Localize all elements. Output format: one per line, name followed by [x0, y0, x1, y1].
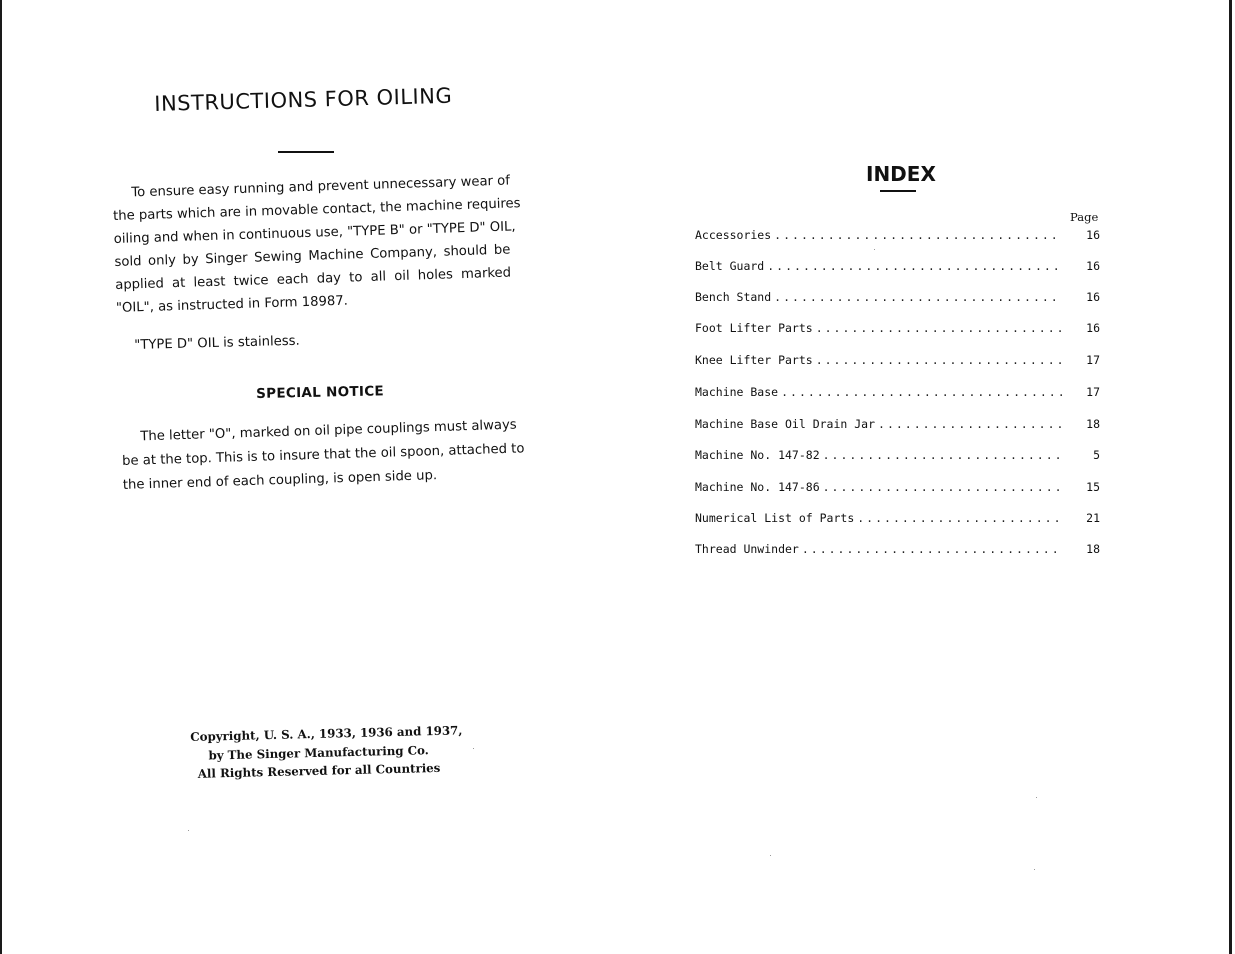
scan-speck — [1034, 869, 1035, 870]
index-entry-label: Bench Stand — [695, 290, 772, 304]
dot-leader — [802, 542, 1062, 556]
index-entry-label: Accessories — [695, 228, 772, 242]
index-entry — [695, 511, 1100, 525]
index-entry-label: Thread Unwinder — [695, 542, 799, 556]
notice-line: the inner end of each coupling, is open side up. — [122, 468, 438, 493]
index-entry-label: Belt Guard — [695, 259, 765, 273]
index-entry-label: Foot Lifter Parts — [695, 321, 813, 335]
dot-leader — [767, 259, 1062, 273]
index-entry-label: Machine No. 147-86 — [695, 480, 820, 494]
intro-line: To ensure easy running and prevent unnecessary wear of — [131, 173, 511, 201]
oiling-instructions-page — [0, 0, 600, 954]
oiling-intro-paragraph — [112, 170, 521, 320]
special-notice-paragraph — [121, 414, 525, 498]
scan-speck — [770, 855, 771, 856]
dot-leader — [823, 480, 1062, 494]
dot-leader — [816, 321, 1062, 335]
index-entry — [695, 228, 1100, 242]
dot-leader — [781, 385, 1062, 399]
index-entry-label: Machine Base — [695, 385, 779, 399]
dot-leader — [878, 417, 1062, 431]
index-entry-page: 16 — [1086, 259, 1100, 273]
scan-speck — [874, 249, 875, 250]
index-entry — [695, 385, 1100, 399]
copyright-line: by The Singer Manufacturing Co. — [208, 742, 429, 763]
scan-speck — [188, 830, 189, 831]
intro-line: "OIL", as instructed in Form 18987. — [115, 293, 349, 316]
index-entry — [695, 448, 1100, 462]
intro-line: oiling and when in continuous use, "TYPE B" or "TYPE D" OIL, — [113, 219, 516, 247]
page-column-header: Page — [1070, 210, 1099, 224]
dot-leader — [774, 228, 1062, 242]
index-entry — [695, 480, 1100, 494]
dot-leader — [816, 353, 1062, 367]
index-entry-label: Numerical List of Parts — [695, 511, 855, 525]
index-entry-label: Machine No. 147-82 — [695, 448, 820, 462]
index-entry-label: Knee Lifter Parts — [695, 353, 813, 367]
notice-line: The letter "O", marked on oil pipe couplings must always — [140, 417, 517, 445]
stainless-note: "TYPE D" OIL is stainless. — [134, 333, 300, 353]
intro-line: applied at least twice each day to all oil holes marked — [115, 265, 512, 293]
index-entry-page: 16 — [1086, 321, 1100, 335]
dot-leader — [857, 511, 1062, 525]
special-notice-heading: SPECIAL NOTICE — [256, 383, 385, 402]
index-entry — [695, 353, 1100, 367]
index-entry-page: 18 — [1086, 542, 1100, 556]
scan-edge-right — [1229, 0, 1232, 954]
index-entry-label: Machine Base Oil Drain Jar — [695, 417, 876, 431]
copyright-notice — [190, 722, 463, 784]
index-entry-page: 15 — [1086, 480, 1100, 494]
copyright-line: Copyright, U. S. A., 1933, 1936 and 1937, — [190, 723, 463, 744]
index-entry — [695, 417, 1100, 431]
index-entry — [695, 259, 1100, 273]
index-entry-page: 16 — [1086, 228, 1100, 242]
scan-speck — [473, 748, 474, 749]
intro-line: the parts which are in movable contact, the machine requires — [112, 196, 521, 224]
title-underline — [278, 151, 334, 153]
dot-leader — [823, 448, 1062, 462]
copyright-line: All Rights Reserved for all Countries — [197, 760, 441, 781]
index-entry-page: 17 — [1086, 353, 1100, 367]
scan-speck — [1036, 797, 1037, 798]
index-title-underline — [880, 190, 916, 192]
intro-line: sold only by Singer Sewing Machine Company, should be — [114, 242, 511, 270]
index-entry — [695, 542, 1100, 556]
index-entry-page: 5 — [1093, 448, 1100, 462]
index-entry — [695, 290, 1100, 304]
index-entry-page: 18 — [1086, 417, 1100, 431]
index-entry-page: 21 — [1086, 511, 1100, 525]
dot-leader — [774, 290, 1062, 304]
index-entry — [695, 321, 1100, 335]
page-title: INSTRUCTIONS FOR OILING — [154, 83, 453, 116]
index-entry-page: 16 — [1086, 290, 1100, 304]
notice-line: be at the top. This is to insure that the oil spoon, attached to — [121, 441, 525, 469]
index-title: INDEX — [866, 162, 936, 186]
index-entry-page: 17 — [1086, 385, 1100, 399]
